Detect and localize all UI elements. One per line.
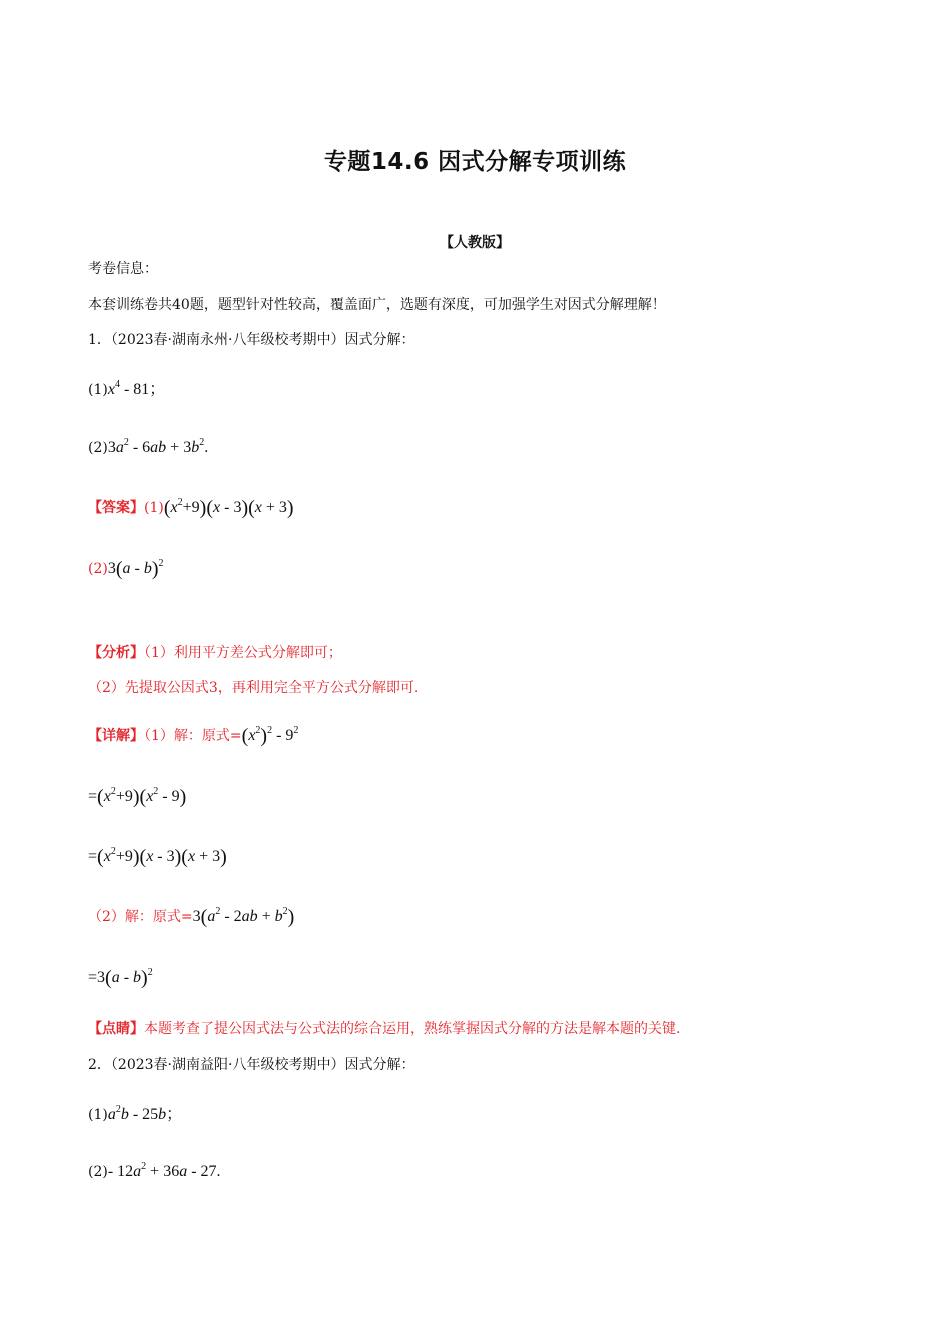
question-2-header bbox=[88, 1054, 414, 1074]
answer-tag: 【答案】 bbox=[88, 500, 144, 516]
part-label: (2) bbox=[88, 1164, 108, 1180]
part-label: (1) bbox=[144, 500, 164, 516]
question-source: （2023春·湖南永州·八年级校考期中）因式分解： bbox=[110, 332, 415, 348]
detail-prefix: （2）解：原式= bbox=[88, 909, 193, 925]
analysis-text: （1）利用平方差公式分解即可； bbox=[144, 645, 342, 661]
q1-answer-1 bbox=[88, 497, 294, 520]
q1-answer-2 bbox=[88, 558, 164, 581]
comment-text: 本题考查了提公因式法与公式法的综合运用，熟练掌握因式分解的方法是解本题的关键. bbox=[144, 1021, 681, 1037]
q1-detail-step-3 bbox=[88, 967, 153, 990]
q1-detail-step-1-expression: $=(x^2+9)(x^2 - 9)$ bbox=[88, 786, 187, 808]
q2-part-1 bbox=[88, 1101, 182, 1124]
detail-prefix: （1）解：原式= bbox=[144, 728, 242, 744]
part-label: (2) bbox=[88, 561, 108, 577]
q1-detail-2 bbox=[88, 906, 294, 929]
q1-analysis-1 bbox=[88, 642, 342, 662]
q2-part-2 bbox=[88, 1161, 221, 1181]
edition-label: 【人教版】 bbox=[440, 235, 510, 251]
q1-part-1-expression: $x^4 - 81$； bbox=[107, 379, 166, 398]
q1-detail-step-2 bbox=[88, 846, 227, 869]
analysis-tag: 【分析】 bbox=[88, 645, 144, 661]
q1-answer-2-expression: 3(a - b)$^2$ bbox=[107, 558, 164, 580]
q1-part-1 bbox=[88, 376, 165, 399]
page-title: 专题14.6 因式分解专项训练 bbox=[323, 149, 627, 175]
q1-part-2 bbox=[88, 437, 208, 457]
part-label: (1) bbox=[88, 1107, 108, 1123]
q1-answer-1-expression: $(x^2+9)(x - 3)(x + 3)$ bbox=[163, 497, 294, 519]
detail-tag: 【详解】 bbox=[88, 728, 144, 744]
question-number: 1． bbox=[88, 332, 111, 348]
q1-part-2-expression: $3a^2 - 6ab + 3b^2$. bbox=[107, 437, 209, 456]
q1-detail-1 bbox=[88, 725, 298, 748]
q1-detail-step-3-expression: =3(a - b)$^2$ bbox=[88, 967, 153, 989]
q1-analysis-2: （2）先提取公因式3，再利用完全平方公式分解即可. bbox=[88, 680, 419, 696]
q2-part-2-expression: - $12a^2 + 36a - 27$. bbox=[107, 1161, 221, 1180]
question-number: 2． bbox=[88, 1057, 111, 1073]
intro-description: 本套训练卷共40题，题型针对性较高，覆盖面广，选题有深度，可加强学生对因式分解理解！ bbox=[88, 297, 666, 313]
question-1-header bbox=[88, 329, 414, 349]
q1-detail-2-expression: $3(a^2 - 2ab + b^2)$ bbox=[192, 906, 295, 928]
q1-detail-step-2-expression: $=(x^2+9)(x - 3)(x + 3)$ bbox=[88, 846, 227, 868]
q1-detail-1-expression: $(x^2)^2 - 9^2$ bbox=[241, 725, 299, 747]
question-source: （2023春·湖南益阳·八年级校考期中）因式分解： bbox=[110, 1057, 415, 1073]
q1-comment bbox=[88, 1018, 680, 1038]
part-label: (1) bbox=[88, 382, 108, 398]
q2-part-1-expression: $a^2b - 25b$； bbox=[107, 1104, 183, 1123]
part-label: (2) bbox=[88, 440, 108, 456]
q1-detail-step-1 bbox=[88, 786, 186, 809]
comment-tag: 【点睛】 bbox=[88, 1021, 144, 1037]
info-label: 考卷信息： bbox=[88, 261, 158, 277]
